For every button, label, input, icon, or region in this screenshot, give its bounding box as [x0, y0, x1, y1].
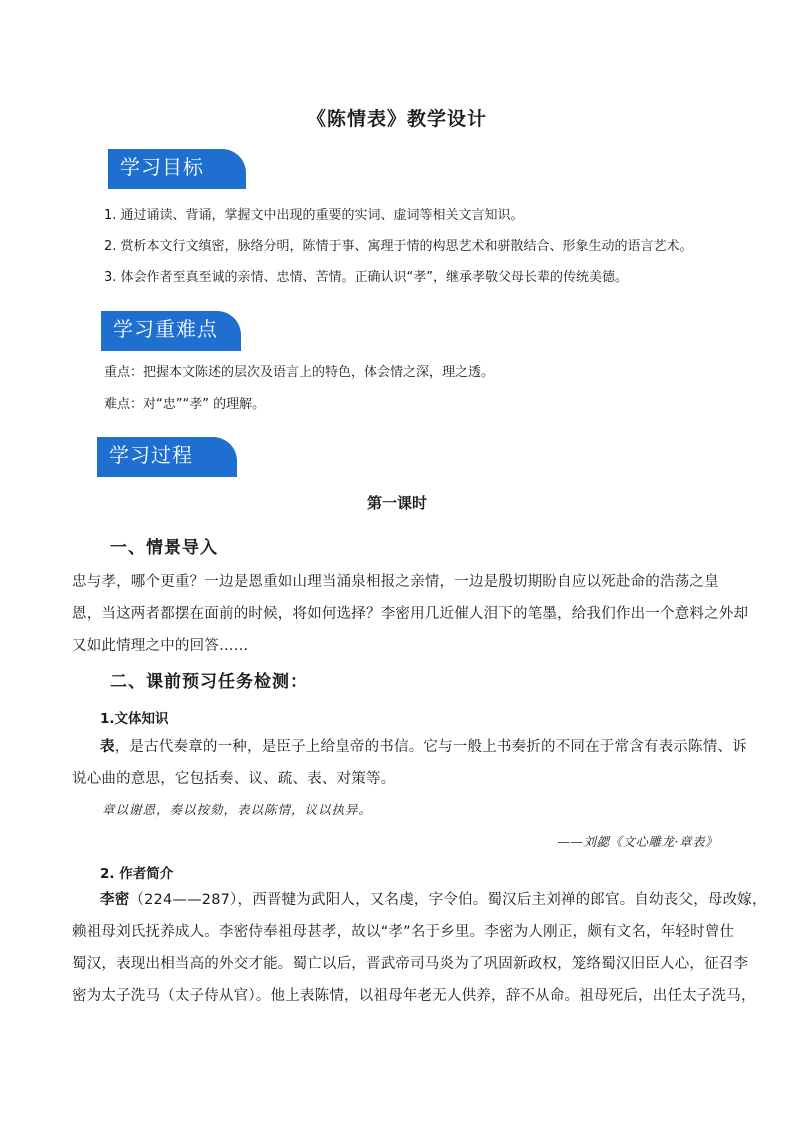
genre-knowledge-heading: 1.文体知识	[100, 711, 169, 727]
paragraph-line: 忠与孝，哪个更重？一边是恩重如山理当涌泉相报之亲情，一边是殷切期盼自应以死赴命的浩荡之皇	[72, 574, 719, 590]
paragraph-line: 说心曲的意思，它包括奏、议、疏、表、对策等。	[72, 771, 396, 787]
key-points-banner	[101, 311, 241, 348]
paragraph-line: 又如此情理之中的回答……	[72, 638, 249, 654]
objective-item: 3. 体会作者至真至诚的亲情、忠情、苦情。正确认识“孝”，继承孝敬父母长辈的传统美德。	[104, 270, 629, 285]
key-point-text: 重点：把握本文陈述的层次及语言上的特色，体会情之深，理之透。	[104, 365, 495, 380]
quote-text: 章以谢恩，奏以按劾，表以陈情，议以执异。	[102, 802, 373, 817]
genre-paragraph	[72, 731, 747, 795]
lesson-heading: 第一课时	[366, 494, 427, 512]
paragraph-line: 密为太子洗马（太子侍从官）。他上表陈情，以祖母年老无人供养，辞不从命。祖母死后，出任太子洗马，	[72, 988, 756, 1004]
paragraph-line: 恩，当这两者都摆在面前的时候，将如何选择？李密用几近催人泪下的笔墨，给我们作出一个意料之外却	[72, 606, 749, 622]
objectives-banner	[108, 149, 246, 186]
author-paragraph	[72, 884, 767, 1012]
process-banner	[97, 437, 237, 474]
paragraph-line: 蜀汉，表现出相当高的外交才能。蜀亡以后，晋武帝司马炎为了巩固新政权，笼络蜀汉旧臣人心，征召李	[72, 956, 749, 972]
paragraph-line: 赖祖母刘氏抚养成人。李密侍奉祖母甚孝，故以“孝”名于乡里。李密为人刚正，颇有文名，年轻时曾仕	[72, 924, 735, 940]
difficult-point-text: 难点：对“忠”“孝” 的理解。	[104, 397, 266, 412]
part1-paragraph	[72, 566, 749, 662]
paragraph-text: （224——287），西晋犍为武阳人，又名虔，字令伯。蜀汉后主刘禅的郎官。自幼丧父，母改嫁，	[129, 892, 767, 908]
document-title: 《陈情表》教学设计	[306, 108, 487, 130]
quote-source: ——刘勰《文心雕龙·章表》	[557, 834, 718, 849]
key-points-heading: 学习重难点	[113, 317, 218, 341]
keyword-li-mi: 李密	[100, 892, 130, 908]
part1-heading: 一、情景导入	[110, 538, 218, 558]
keyword-biao: 表	[100, 739, 115, 755]
part2-heading: 二、课前预习任务检测：	[110, 672, 308, 692]
paragraph-line	[100, 731, 747, 763]
paragraph-text: ，是古代奏章的一种，是臣子上给皇帝的书信。它与一般上书奏折的不同在于常含有表示陈情、诉	[114, 739, 747, 755]
author-intro-heading: 2. 作者简介	[100, 866, 174, 882]
objective-item: 1. 通过诵读、背诵，掌握文中出现的重要的实词、虚词等相关文言知识。	[104, 208, 524, 223]
process-heading: 学习过程	[109, 443, 193, 467]
paragraph-line	[72, 884, 767, 916]
objectives-heading: 学习目标	[120, 155, 204, 179]
objective-item: 2. 赏析本文行文缜密，脉络分明，陈情于事、寓理于情的构思艺术和骈散结合、形象生动的语言艺术。	[104, 239, 693, 254]
